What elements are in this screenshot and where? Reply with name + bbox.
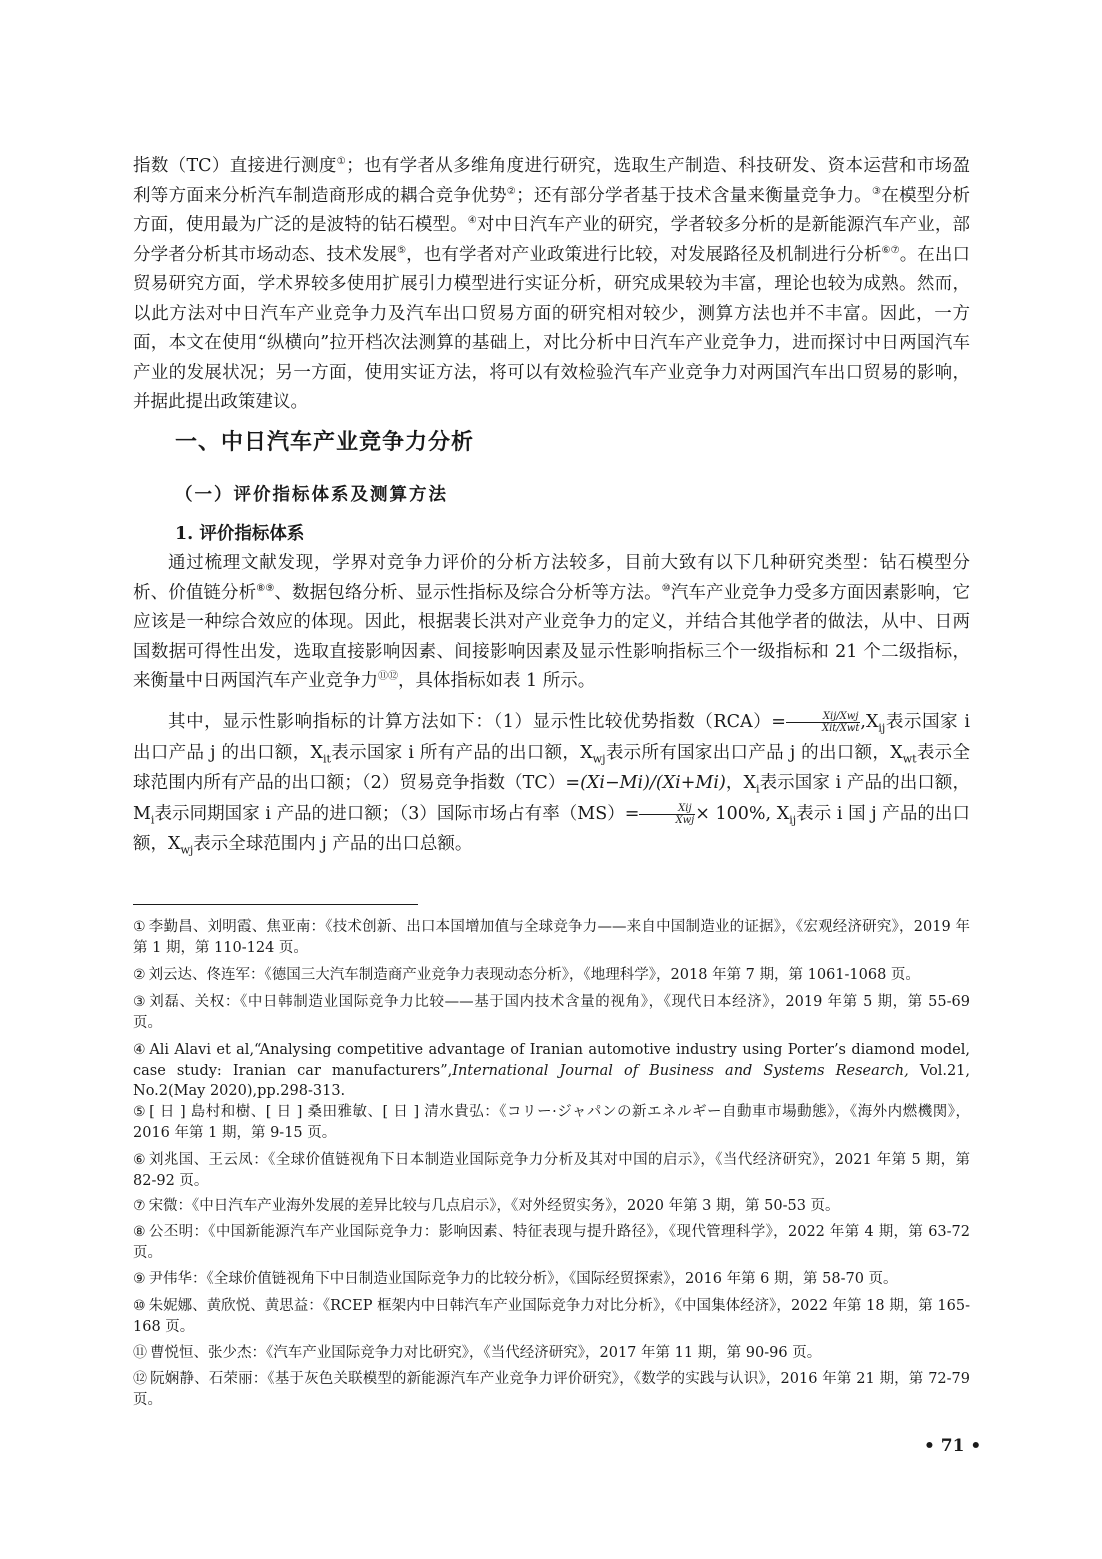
footnote-ref[interactable]: ⑪⑫ (378, 671, 398, 683)
footnote-8: ⑧ 公丕明：《中国新能源汽车产业国际竞争力：影响因素、特征表现与提升路径》，《现代管理科学》，2022 年第 4 期，第 63-72 页。 (133, 1224, 970, 1261)
footnote-ref[interactable]: ⑧⑨ (256, 582, 275, 594)
ms-formula: $\frac{\text{Xij}}{\text{Xwj}}$ (639, 803, 695, 826)
footnote-12: ⑫ 阮娴静、石荣丽：《基于灰色关联模型的新能源汽车产业竞争力评价研究》，《数学的实践与认识》，2016 年第 21 期，第 72-79 页。 (133, 1371, 970, 1408)
footnote-ref[interactable]: ② (506, 185, 517, 197)
rca-formula: $\frac{\text{Xij/Xwj}}{\text{Xit/Xwt}}$ (786, 711, 860, 734)
footnote-4: ④ Ali Alavi et al,“Analysing competitive advantage of Iranian automotive industry using Porter’s diamond model, case study: Iranian car manufacturers”,International Journal of Business and Systems Research, Vol.21, No.2(May 2020),pp.298-313. (133, 1042, 970, 1099)
footnote-ref[interactable]: ⑩ (661, 582, 671, 594)
footnote-1: ① 李勤昌、刘明霞、焦亚南：《技术创新、出口本国增加值与全球竞争力——来自中国制造业的证据》，《宏观经济研究》，2019 年第 1 期，第 110-124 页。 (133, 919, 970, 956)
body-paragraph-1: 指数（TC）直接进行测度①；也有学者从多维角度进行研究，选取生产制造、科技研发、资本运营和市场盈利等方面来分析汽车制造商形成的耦合竞争优势②；还有部分学者基于技术含量来衡量竞争力。③在模型分析方面，使用最为广泛的是波特的钻石模型。④对中日汽车产业的研究，学者较多分析的是新能源汽车产业，部分学者分析其市场动态、技术发展⑤，也有学者对产业政策进行比较，对发展路径及机制进行分析⑥⑦。在出口贸易研究方面，学术界较多使用扩展引力模型进行实证分析，研究成果较为丰富，理论也较为成熟。然而，以此方法对中日汽车产业竞争力及汽车出口贸易方面的研究相对较少，测算方法也并不丰富。因此，一方面，本文在使用“纵横向”拉开档次法测算的基础上，对比分析中日汽车产业竞争力，进而探讨中日两国汽车产业的发展状况；另一方面，使用实证方法，将可以有效检验汽车产业竞争力对两国汽车出口贸易的影响，并据此提出政策建议。 (133, 156, 971, 412)
footnote-ref[interactable]: ⑥⑦ (881, 244, 900, 256)
footnote-6: ⑥ 刘兆国、王云凤：《全球价值链视角下日本制造业国际竞争力分析及其对中国的启示》，《当代经济研究》，2021 年第 5 期，第 82-92 页。 (133, 1152, 970, 1189)
footnote-7: ⑦ 宋微：《中日汽车产业海外发展的差异比较与几点启示》，《对外经贸实务》，2020 年第 3 期，第 50-53 页。 (133, 1198, 840, 1214)
footnote-9: ⑨ 尹伟华：《全球价值链视角下中日制造业国际竞争力的比较分析》，《国际经贸探索》，2016 年第 6 期，第 58-70 页。 (133, 1271, 898, 1287)
body-paragraph-3: 其中，显示性影响指标的计算方法如下：（1）显示性比较优势指数（RCA）= $\frac{\text{Xij/Xwj}}{\text{Xit/Xwt}}$ $,X_{ij}$表示国家 i 出口产品 j 的出口额，$X_{it}$表示国家 i 所有产品的出口额，$X_{wj}$表示所有国家出口产品 j 的出口额，$X_{wt}$表示全球范围内所有产品的出口额；（2）贸易竞争指数（TC）=(Xi−Mi)/(Xi+Mi)，$X_i$表示国家 i 产品的出口额，$M_i$表示同期国家 i 产品的进口额；（3）国际市场占有率（MS）= $\frac{\text{Xij}}{\text{Xwj}}$ × 100%, $X_{ij}$表示 i 国 j 产品的出口额，$X_{wj}$表示全球范围内 j 产品的出口总额。 (133, 711, 970, 857)
footnote-2: ② 刘云达、佟连军：《德国三大汽车制造商产业竞争力表现动态分析》，《地理科学》，2018 年第 7 期，第 1061-1068 页。 (133, 967, 920, 983)
footnote-ref[interactable]: ③ (872, 185, 882, 197)
body-paragraph-2: 通过梳理文献发现，学界对竞争力评价的分析方法较多，目前大致有以下几种研究类型：钻石模型分析、价值链分析⑧⑨、数据包络分析、显示性指标及综合分析等方法。⑩汽车产业竞争力受多方面因素影响，它应该是一种综合效应的体现。因此，根据裴长洪对产业竞争力的定义，并结合其他学者的做法，从中、日两国数据可得性出发，选取直接影响因素、间接影响因素及显示性影响指标三个一级指标和 21 个二级指标，来衡量中日两国汽车产业竞争力⑪⑫，具体指标如表 1 所示。 (133, 553, 971, 691)
footnote-3: ③ 刘磊、关权：《中日韩制造业国际竞争力比较——基于国内技术含量的视角》，《现代日本经济》，2019 年第 5 期，第 55-69 页。 (133, 994, 970, 1031)
page-number: • 71 • (924, 1436, 982, 1456)
section-heading: 一、中日汽车产业竞争力分析 (175, 430, 475, 455)
footnote-ref[interactable]: ① (336, 156, 347, 168)
subsubsection-heading: 1. 评价指标体系 (175, 524, 305, 544)
footnote-rule (133, 904, 418, 905)
subsection-heading: （一）评价指标体系及测算方法 (175, 485, 448, 505)
footnote-10: ⑩ 朱妮娜、黄欣悦、黄思益：《RCEP 框架内中日韩汽车产业国际竞争力对比分析》，《中国集体经济》，2022 年第 18 期，第 165-168 页。 (133, 1298, 970, 1335)
footnote-11: ⑪ 曹悦恒、张少杰：《汽车产业国际竞争力对比研究》，《当代经济研究》，2017 年第 11 期，第 90-96 页。 (133, 1345, 822, 1361)
footnote-ref[interactable]: ④ (467, 215, 477, 227)
footnote-ref[interactable]: ⑤ (397, 244, 407, 256)
footnote-5: ⑤ [ 日 ] 島村和樹、[ 日 ] 桑田雅敏、[ 日 ] 清水貴弘：《コリー·ジャパンの新エネルギー自動車市場動態》，《海外内燃機関》，2016 年第 1 期，第 9-15 页。 (133, 1104, 970, 1141)
tc-formula: (Xi−Mi)/(Xi+Mi) (580, 773, 726, 793)
